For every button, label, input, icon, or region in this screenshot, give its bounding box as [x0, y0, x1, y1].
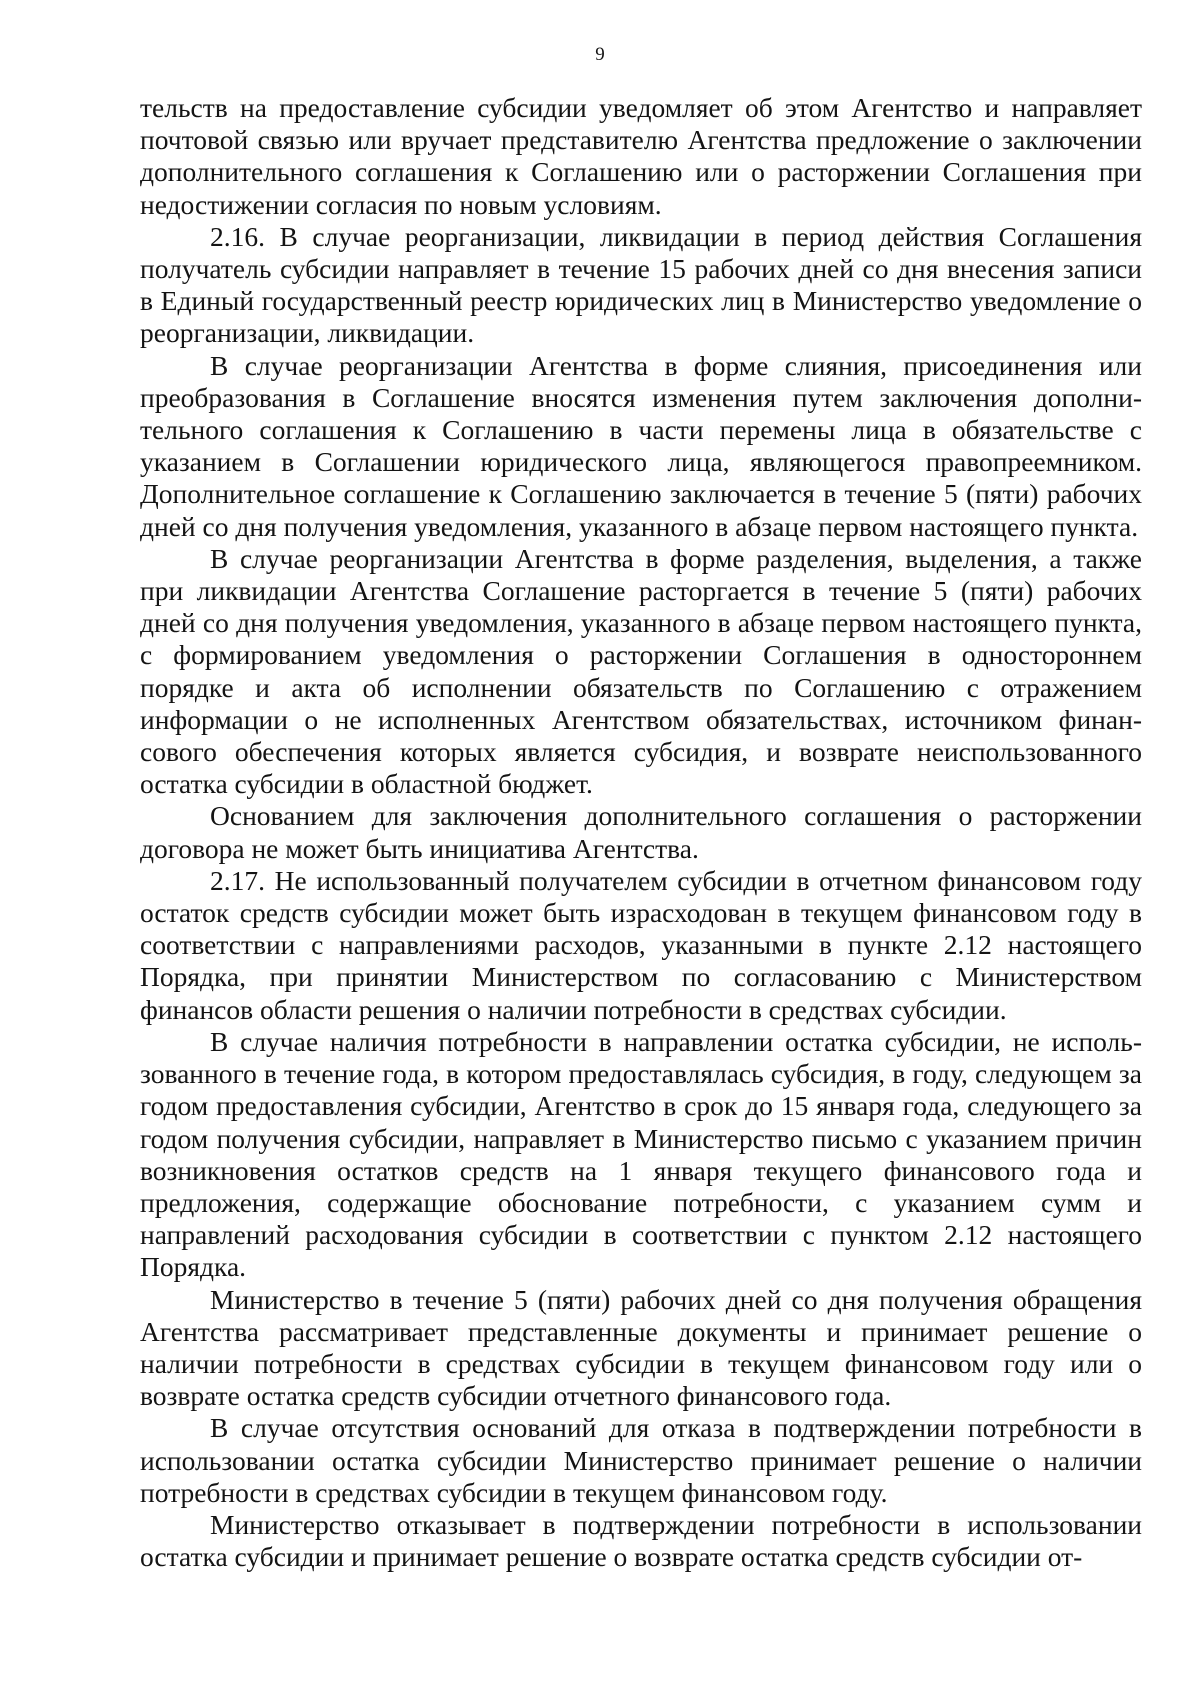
paragraph-refusal: Министерство отказывает в подтверждении потребности в использовании остатка субсидии и принимает решение о возврате остатка средств субсидии от-: [140, 1508, 1142, 1573]
paragraph-no-grounds: В случае отсутствия оснований для отказа в подтверждении потребности в использовании остатка субсидии Министерство принимает решение о наличии потребности в средствах субсидии в текущем финансовом году.: [140, 1412, 1142, 1508]
paragraph-2-17: 2.17. Не использованный получателем субсидии в отчетном финансовом году остаток средств субсидии может быть израсходован в текущем финансовом году в соответствии с направлениями расходов, указанными в пункте 2.12 настоящего Порядка, при принятии Министерством по согласованию с Министерством финансов области решения о наличии потребности в средствах субсидии.: [140, 864, 1142, 1025]
page-number: 9: [595, 44, 605, 65]
paragraph-merger: В случае реорганизации Агентства в форме слияния, присоединения или преобразования в Соглашение вносятся изменения путем заключения дополнительного соглашения к Соглашению в части перемены лица в обязательстве с указанием в Соглашении юридического лица, являющегося правопреемником. Дополнительное соглашение к Соглашению заключается в течение 5 (пяти) рабочих дней со дня получения уведомления, указанного в абзаце первом настоящего пункта.: [140, 349, 1142, 542]
document-body: [140, 92, 1142, 1573]
paragraph-2-16: 2.16. В случае реорганизации, ликвидации в период действия Соглашения получатель субсидии направляет в течение 15 рабочих дней со дня внесения записи в Единый государственный реестр юридических лиц в Министерство уведомление о реорганизации, ликвидации.: [140, 220, 1142, 349]
paragraph-continuation: тельств на предоставление субсидии уведомляет об этом Агентство и направляет почтовой связью или вручает представителю Агентства предложение о заключении дополнительного соглашения к Соглашению или о расторжении Соглашения при недостижении согласия по новым условиям.: [140, 92, 1142, 220]
paragraph-need: В случае наличия потребности в направлении остатка субсидии, не использованного в течение года, в котором предоставлялась субсидия, в году, следующем за годом предоставления субсидии, Агентство в срок до 15 января года, следующего за годом получения субсидии, направляет в Министерство письмо с указанием причин возникновения остатков средств на 1 января текущего финансового года и предложения, содержащие обоснование потребности, с указанием сумм и направлений расходования субсидии в соответствии с пунктом 2.12 настоящего Порядка.: [140, 1025, 1142, 1283]
paragraph-basis: Основанием для заключения дополнительного соглашения о расторжении договора не может быть инициатива Агентства.: [140, 800, 1142, 864]
paragraph-ministry-review: Министерство в течение 5 (пяти) рабочих дней со дня получения обращения Агентства рассматривает представленные документы и принимает решение о наличии потребности в средствах субсидии в текущем финансовом году или о возврате остатка средств субсидии отчетного финансового года.: [140, 1283, 1142, 1412]
paragraph-division: В случае реорганизации Агентства в форме разделения, выделения, а также при ликвидации Агентства Соглашение расторгается в течение 5 (пяти) рабочих дней со дня получения уведомления, указанного в абзаце первом настоящего пункта, с формированием уведомления о расторжении Соглашения в одностороннем порядке и акта об исполнении обязательств по Соглашению с отражением информации о не исполненных Агентством обязательствах, источником финансового обеспечения которых является субсидия, и возврате неиспользованного остатка субсидии в областной бюджет.: [140, 542, 1142, 800]
